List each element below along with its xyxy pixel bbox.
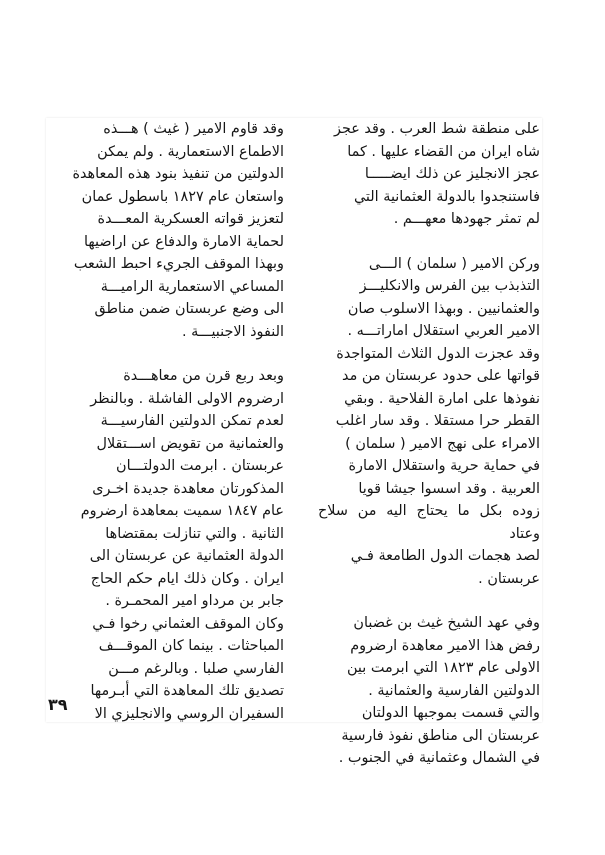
paragraph-second-erzurum-treaty: وبعد ربع قرن من معاهـــدة ارضروم الاولى الفاشلة . وبالنظر لعدم تمكن الدولتين الفارسيـــة والعثمانية من تقويض اســـتقلال عربستان . ابرمت الدولتـــان المذكورتان معاهدة جديدة اخـرى عام ١٨٤٧ سميت بمعاهدة ارضروم الثانية . والتي تنازلت بمقتضاها الدولة العثمانية عن عربستان الى ايران . وكان ذلك ايام حكم الحاج جابر بن مرداو امير المحمـرة . وكان الموقف العثماني رخوا فـي المباحثات . بينما كان الموقـــف الفارسي صلبا . وبالرغم مـــن تصديق تلك المعاهدة التي أبـرمها السفيران الروسي والانجليزي الا (80, 368, 284, 722)
paragraph-resistance: وقد قاوم الامير ( غيث ) هـــذه الاطماع الاستعمارية . ولم يمكن الدولتين من تنفيذ بنود هذه المعاهدة واستعان عام ١٨٢٧ باسطول عمان لتعزيز قواته العسكرية المعـــدة لحماية الامارة والدفاع عن اراضيها وبهذا الموقف الجريء احبط الشعب المساعي الاستعمارية الراميـــة الى وضع عربستان ضمن مناطق النفوذ الاجنبيـــة . (72, 121, 284, 340)
paragraph-shatt-al-arab: على منطقة شط العرب . وقد عجز شاه ايران من القضاء عليها . كما عجز الانجليز عن ذلك ايضـــــا فاستنجدوا بالدولة العثمانية التي لم تمثر جهودها معهـــم . (334, 121, 540, 227)
right-text-column (318, 118, 540, 770)
page-number: ٣٩ (48, 695, 68, 714)
left-text-column (48, 118, 284, 725)
book-page (46, 118, 542, 766)
paragraph-spacer (318, 231, 540, 253)
paragraph-sheikh-ghaith: وفي عهد الشيخ غيث بن غضبان رفض هذا الامير معاهدة ارضروم الاولى عام ١٨٢٣ التي ابرمت بين الدولتين الفارسية والعثمانية . والتي قسمت بموجبها الدولتان عربستان الى مناطق نفوذ فارسية في الشمال وعثمانية في الجنوب . (338, 615, 540, 766)
paragraph-spacer (48, 343, 284, 365)
paragraph-spacer (318, 590, 540, 612)
paragraph-prince-salman: وركن الامير ( سلمان ) الـــى التذبذب بين الفرس والانكليـــز والعثمانيين . وبهذا الاسلوب صان الامير العربي استقلال اماراتـــه . وقد عجزت الدول الثلاث المتواجدة قواتها على حدود عربستان من مد نفوذها على امارة الفلاحية . وبقي القطر حرا مستقلا . وقد سار اغلب الامراء على نهج الامير ( سلمان ) في حماية حرية واستقلال الامارة العربية . وقد اسسوا جيشا قويا زوده بكل ما يحتاج اليه من سلاح وعتاد لصد هجمات الدول الطامعة فـي عربستان . (318, 255, 540, 587)
